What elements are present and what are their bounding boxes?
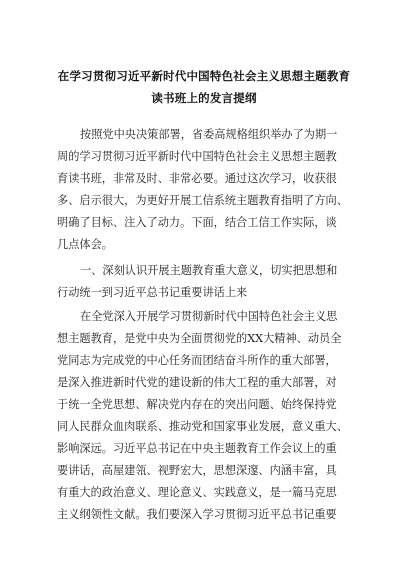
paragraph-line: 是深入推进新时代党的建设新的伟大工程的重大部署，对 — [57, 376, 337, 389]
section-heading-line: 行动统一到习近平总书记重要讲话上来 — [57, 286, 248, 299]
paragraph-line: 同人民群众血肉联系、推动党和国家事业发展，意义重大、 — [57, 420, 348, 433]
paragraph-line: 主义纲领性文献。我们要深入学习贯彻习近平总书记重要 — [57, 508, 337, 521]
document-title-line-2: 读书班上的发言提纲 — [151, 91, 257, 105]
paragraph-line: 要讲话，高屋建瓴、视野宏大，思想深邃、内涵丰富，具 — [57, 464, 337, 477]
paragraph-line: 几点体会。 — [57, 238, 113, 251]
paragraph-line: 影响深远。习近平总书记在中央主题教育工作会议上的重 — [57, 442, 337, 455]
paragraph-line: 按照党中央决策部署，省委高规格组织举办了为期一 — [80, 128, 338, 141]
document-title-line-1: 在学习贯彻习近平新时代中国特色社会主义思想主题教育 — [57, 69, 351, 83]
paragraph-line: 多、启示很大，为更好开展工信系统主题教育指明了方向、 — [57, 194, 348, 207]
paragraph-line: 党同志为完成党的中心任务而团结奋斗所作的重大部署， — [57, 354, 337, 367]
section-heading-line: 一、深刻认识开展主题教育重大意义，切实把思想和 — [80, 264, 338, 277]
paragraph-line: 明确了目标、注入了动力。下面，结合工信工作实际，谈 — [57, 216, 337, 229]
paragraph-line: 育读书班，非常及时、非常必要。通过这次学习，收获很 — [57, 172, 337, 185]
paragraph-line: 于统一全党思想、解决党内存在的突出问题、始终保持党 — [57, 398, 337, 411]
paragraph-line: 有重大的政治意义、理论意义、实践意义，是一篇马克思 — [57, 486, 337, 499]
paragraph-line: 想主题教育，是党中央为全面贯彻党的XX大精神、动员全 — [57, 332, 342, 345]
paragraph-line: 周的学习贯彻习近平新时代中国特色社会主义思想主题教 — [57, 150, 337, 163]
paragraph-line: 在全党深入开展学习贯彻新时代中国特色社会主义思 — [80, 310, 338, 323]
